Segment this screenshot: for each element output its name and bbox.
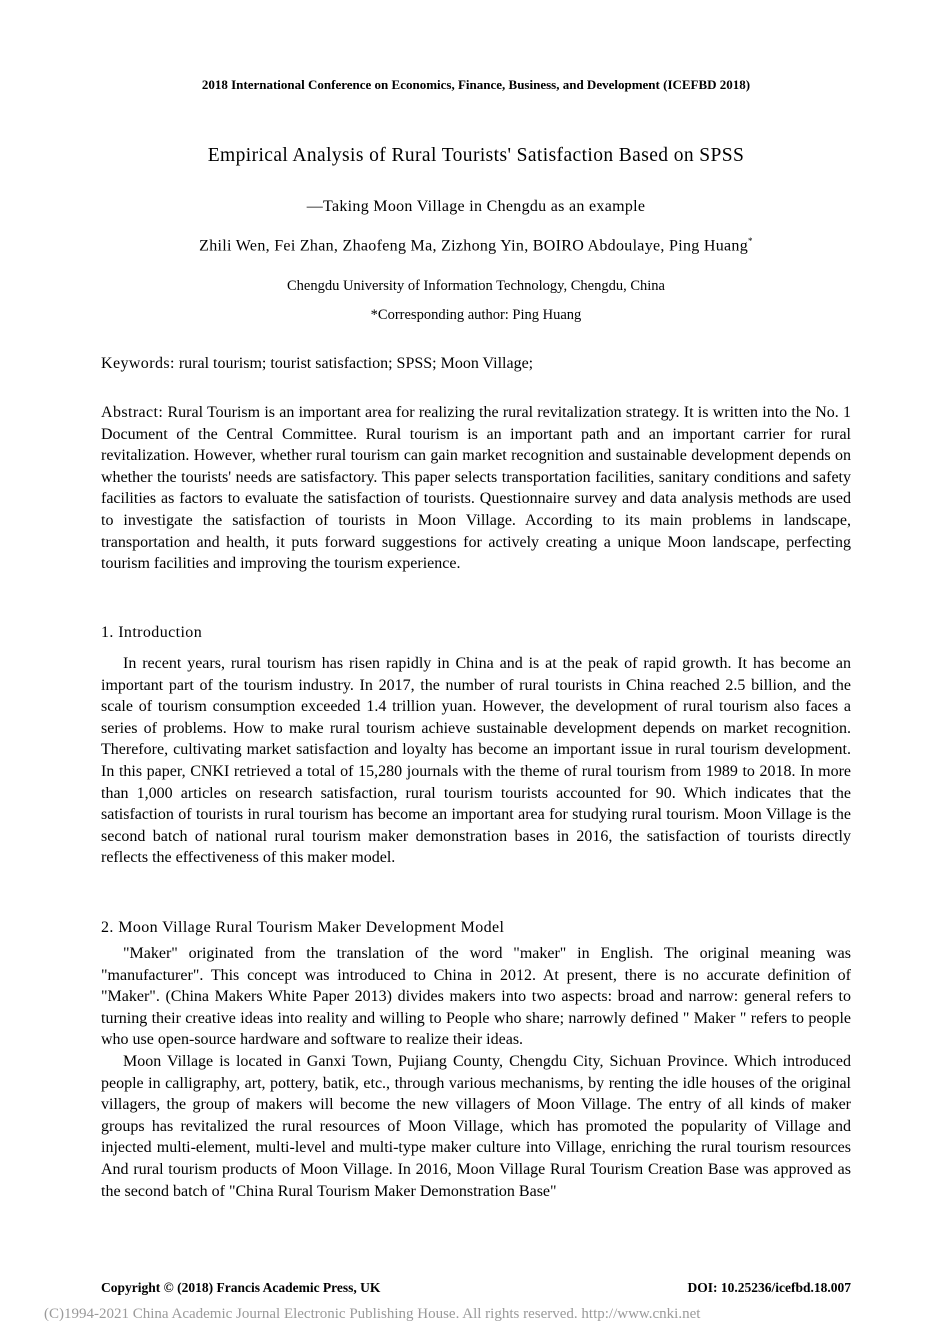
paragraph: "Maker" originated from the translation of the word "maker" in English. The original meaning was "manufacturer". This concept was introduced to China in 2012. At present, there is no accurate definition of "Maker". (China Makers White Paper 2013) divides makers into two aspects: broad and narrow: general refers to turning their creative ideas into reality and willing to People who share; narrowly defined " Maker " refers to people who use open-source hardware and software to realize their ideas. (101, 945, 851, 1049)
paragraph: Moon Village is located in Ganxi Town, Pujiang County, Chengdu City, Sichuan Province. Which introduced people in calligraphy, art, pottery, batik, etc., through various mechanisms, by renting the idle houses of the original villagers, the group of makers will become the new villagers of Moon Village. The entry of all kinds of maker groups has revitalized the rural resources of Moon Village, which has promoted the popularity of Village and injected multi-element, multi-level and multi-type maker culture into Village, enriching the rural tourism resources And rural tourism products of Moon Village. In 2016, Moon Village Rural Tourism Creation Base was approved as the second batch of "China Rural Tourism Maker Demonstration Base" (101, 1052, 851, 1200)
corresponding-author: *Corresponding author: Ping Huang (370, 307, 582, 323)
keywords (101, 353, 851, 375)
paper-subtitle: —Taking Moon Village in Chengdu as an example (306, 198, 646, 215)
keywords-label: Keywords: (101, 355, 175, 372)
section-introduction (101, 653, 851, 869)
section-maker-model (101, 943, 851, 1202)
paper-title: Empirical Analysis of Rural Tourists' Satisfaction Based on SPSS (207, 145, 745, 166)
corresponding-mark: * (748, 236, 753, 246)
paragraph: In recent years, rural tourism has risen rapidly in China and is at the peak of rapid growth. It has become an important part of the tourism industry. In 2017, the number of rural tourists in China reached 2.5 billion, and the scale of tourism consumption exceeded 1.4 trillion yuan. However, the development of rural tourism also faces a series of problems. How to make rural tourism achieve sustainable development depends on market recognition. Therefore, cultivating market satisfaction and loyalty has become an important issue in rural tourism development. In this paper, CNKI retrieved a total of 15,280 journals with the theme of rural tourism from 1989 to 2018. In more than 1,000 articles on research satisfaction, rural tourism tourists accounted for 90. Which indicates that the satisfaction of tourists in rural tourism has become an important area for studying rural tourism. Moon Village is the second batch of national rural tourism maker demonstration bases in 2016, the satisfaction of tourists directly reflects the effectiveness of this maker model. (101, 655, 851, 867)
authors (0, 236, 952, 255)
conference-header: 2018 International Conference on Economics, Finance, Business, and Development (ICEFBD 2018) (201, 77, 751, 92)
copyright-footer: Copyright © (2018) Francis Academic Press, UK (101, 1280, 381, 1295)
section-heading-maker-model: 2. Moon Village Rural Tourism Maker Development Model (101, 919, 505, 936)
doi-footer: DOI: 10.25236/icefbd.18.007 (687, 1280, 851, 1295)
author-list: Zhili Wen, Fei Zhan, Zhaofeng Ma, Zizhong Yin, BOIRO Abdoulaye, Ping Huang (199, 237, 749, 255)
affiliation: Chengdu University of Information Technology, Chengdu, China (287, 278, 665, 294)
section-heading-introduction: 1. Introduction (101, 624, 203, 641)
abstract (101, 402, 851, 575)
abstract-text: Rural Tourism is an important area for realizing the rural revitalization strategy. It is written into the No. 1 Document of the Central Committee. Rural tourism is an important path and an important carrier for rural revitalization. However, whether rural tourism can gain market recognition and sustainable development depends on whether the tourists' needs are satisfactory. This paper selects transportation facilities, sanitary conditions and safety facilities as factors to evaluate the satisfaction of tourists. Questionnaire survey and data analysis methods are used to investigate the satisfaction of tourists in Moon Village. According to its main problems in landscape, transportation and health, it puts forward suggestions for actively creating a unique Moon landscape, perfecting tourism facilities and improving the tourism experience. (101, 404, 851, 573)
abstract-label: Abstract: (101, 404, 164, 421)
cnki-watermark: (C)1994-2021 China Academic Journal Electronic Publishing House. All rights reserved. http://www.cnki.net (44, 1306, 701, 1322)
keywords-text: rural tourism; tourist satisfaction; SPSS; Moon Village; (174, 355, 534, 372)
